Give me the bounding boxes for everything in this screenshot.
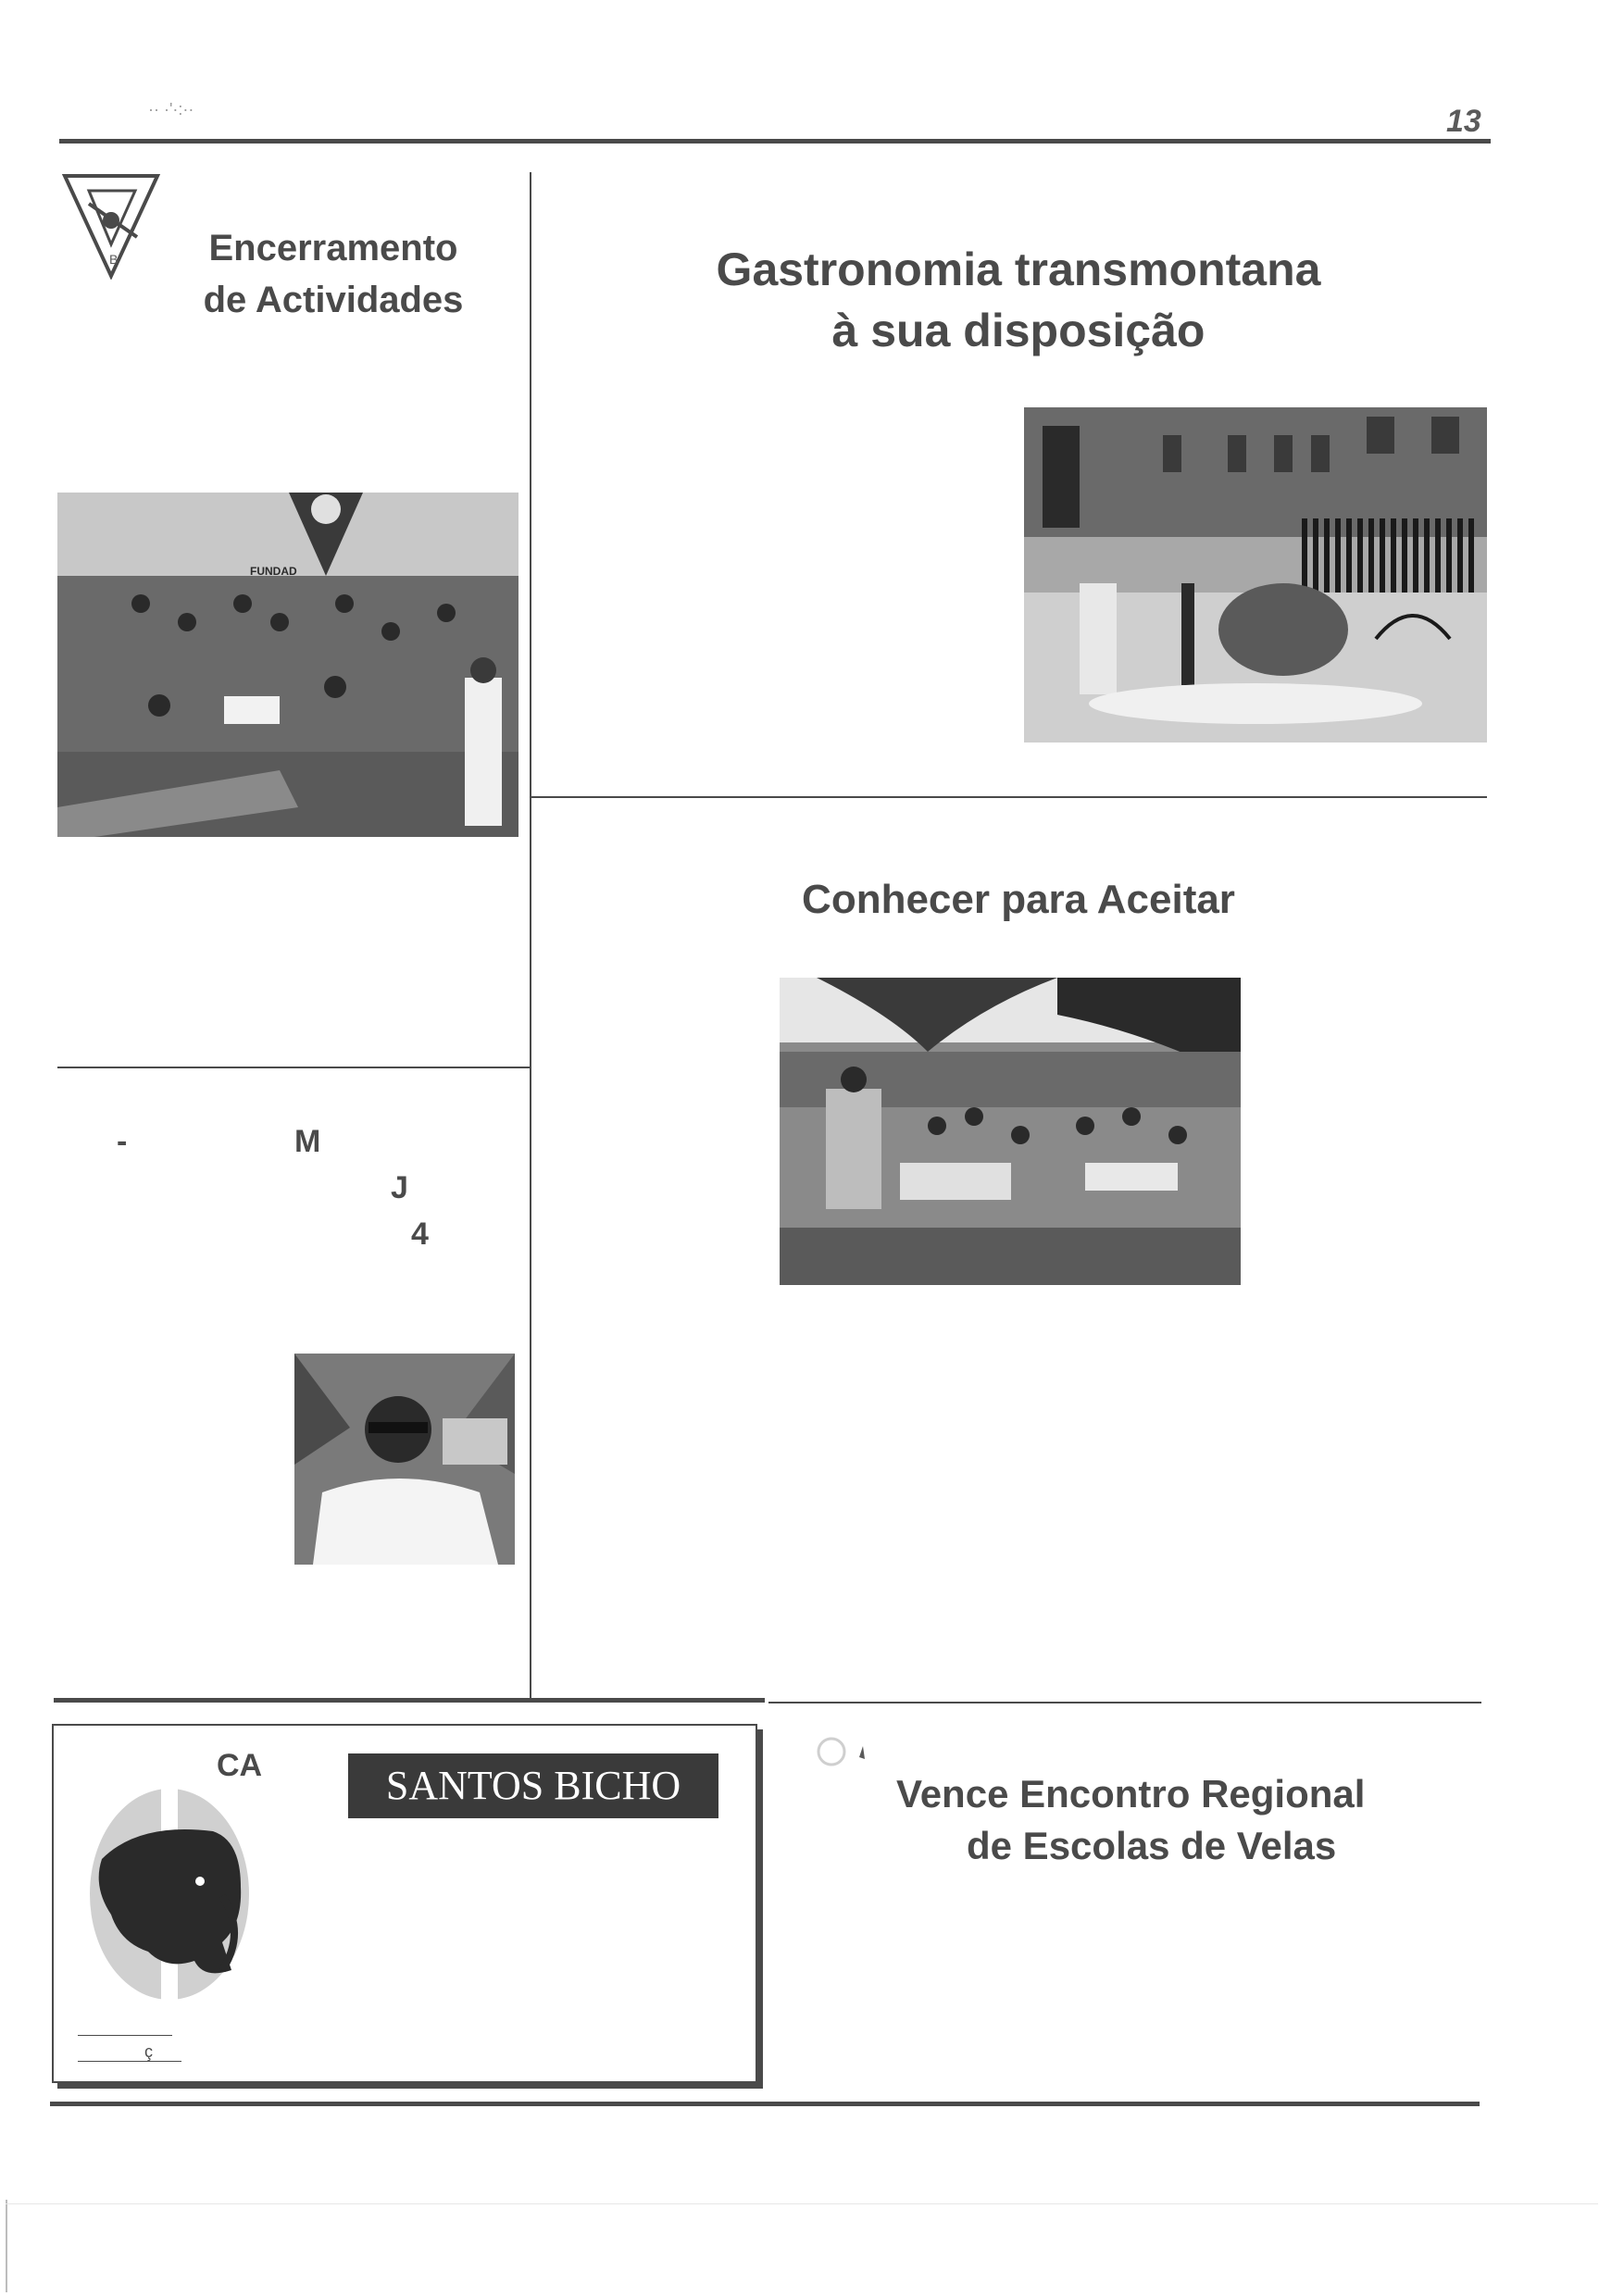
left-section-rule: [57, 1067, 530, 1068]
ad-box: [52, 1724, 757, 2083]
headline-gastronomia-line2: à sua disposição: [831, 305, 1206, 356]
photo-outdoor-dinner: [780, 978, 1241, 1285]
sail-icon: [807, 1735, 872, 1772]
header-rule: [59, 139, 1491, 144]
scan-edge-bottom: [6, 2203, 1598, 2204]
fragment-dash: -: [117, 1124, 128, 1159]
scan-marks: ·· ·'·:··: [148, 100, 194, 119]
fragment-letter-j: J: [391, 1170, 408, 1205]
elephant-logo: [83, 1785, 256, 2003]
ad-banner: SANTOS BICHO: [348, 1753, 718, 1818]
headline-encerramento: [176, 222, 491, 326]
headline-vela: [896, 1768, 1452, 1872]
bottom-left-top-rule: [54, 1698, 765, 1703]
photo-banner-text: FUNDAD: [250, 565, 297, 578]
ad-bottom-rule-1: [78, 2035, 172, 2036]
ad-ca-text: CA: [217, 1748, 263, 1783]
headline-vela-line2: de Escolas de Velas: [967, 1824, 1337, 1867]
headline-vela-line1: Vence Encontro Regional: [896, 1772, 1366, 1816]
headline-encerramento-line2: de Actividades: [203, 280, 464, 320]
headline-gastronomia-line1: Gastronomia transmontana: [716, 243, 1321, 295]
footer-rule: [50, 2102, 1480, 2106]
headline-conhecer: Conhecer para Aceitar: [802, 877, 1235, 922]
fragment-digit: 4: [411, 1217, 429, 1252]
photo-portrait: [294, 1354, 515, 1565]
page-number: 13: [1446, 104, 1481, 139]
right-section-rule: [531, 796, 1487, 798]
ad-bottom-mark: ç: [144, 2042, 153, 2061]
column-divider: [530, 172, 531, 1700]
headline-gastronomia: [556, 239, 1481, 361]
ad-bottom-rule-2: [78, 2061, 181, 2062]
fragment-letter-m: M: [294, 1124, 321, 1159]
headline-encerramento-line1: Encerramento: [208, 228, 458, 268]
photo-gym-class: [57, 493, 518, 837]
photo-food-table: [1024, 407, 1487, 742]
scan-edge-line: [6, 2200, 7, 2292]
badge-letter: B: [109, 252, 119, 267]
bottom-right-top-rule: [768, 1702, 1481, 1703]
